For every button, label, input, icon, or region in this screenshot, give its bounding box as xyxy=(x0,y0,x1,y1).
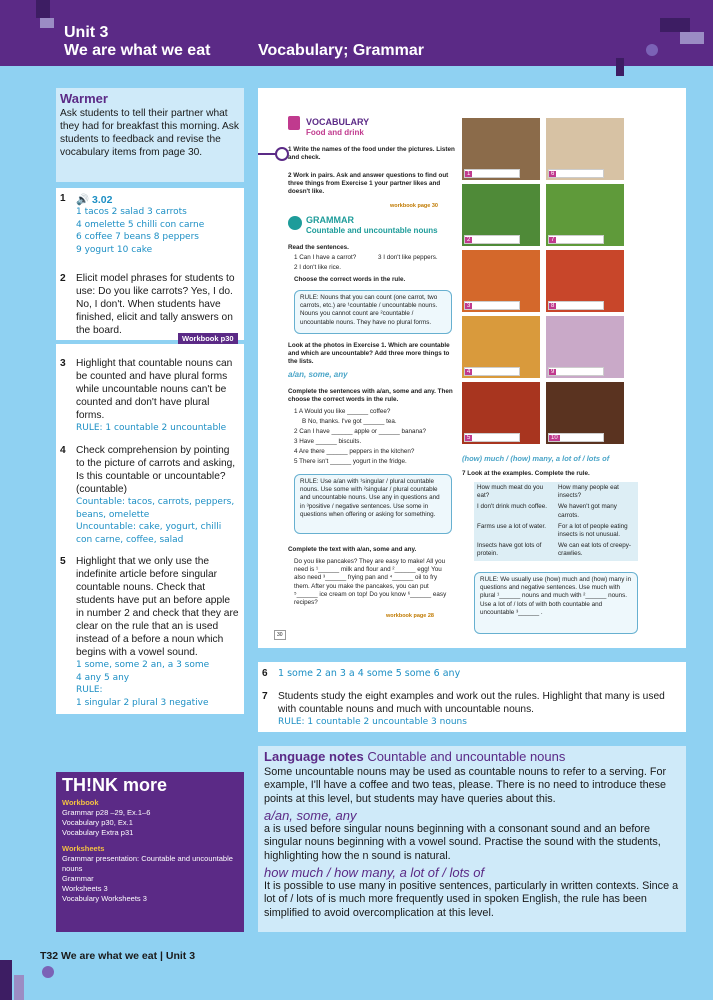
warmer-text: Ask students to tell their partner what they had for breakfast this morning. Ask students to feedback and revise the vocabulary items from page 30. xyxy=(60,108,239,158)
think-title: TH!NK more xyxy=(62,775,168,795)
book-s3: 3 I don't like peppers. xyxy=(378,254,438,261)
think-item: Grammar p28 –29, Ex.1–6 xyxy=(62,808,151,817)
lang-p2: a is used before singular nouns beginning with a consonant sound and an before singular nouns beginning with a vowel sound. Practise the sound with the students, highlighting how the n sound is natural. xyxy=(264,822,661,862)
ex7-text: Students study the eight examples and work out the rules. Highlight that many is used with countable nouns and much with uncountable nouns. xyxy=(278,691,665,715)
ex4-number: 4 xyxy=(60,445,66,456)
book-page-number: 30 xyxy=(274,630,286,640)
grammar-icon xyxy=(288,216,302,230)
ex4-uncountable: Uncountable: cake, yogurt, chilli con carne, coffee, salad xyxy=(76,522,222,545)
think-item: Vocabulary p30, Ex.1 xyxy=(62,818,133,827)
ex3-text: Highlight that countable nouns can be counted and have plural forms while uncountable nouns can't be counted and don't have plural forms. xyxy=(76,358,233,421)
lang-title: Language notes xyxy=(264,749,364,764)
warmer-box xyxy=(56,88,244,182)
ex7-number: 7 xyxy=(262,691,268,702)
wb30-tag: workbook page 30 xyxy=(390,203,438,209)
ex1-audio[interactable]: 🔊 3.02 xyxy=(76,194,113,206)
lang-h2: how much / how many, a lot of / lots of xyxy=(264,865,485,880)
ex1-answers-line: 4 omelette 5 chilli con carne xyxy=(76,219,205,230)
page-header xyxy=(0,0,713,66)
ex6-answers: 1 some 2 an 3 a 4 some 5 some 6 any xyxy=(278,668,461,679)
think-item: Grammar xyxy=(62,874,94,883)
table-row: How much meat do you eat? How many people eat insects? xyxy=(477,484,619,500)
think-item: Worksheets 3 xyxy=(62,884,108,893)
language-notes xyxy=(258,746,686,932)
deco-dot xyxy=(42,966,54,978)
ex3-number: 3 xyxy=(60,358,66,369)
book-ex2: 2 Work in pairs. Ask and answer questions to find out three things from Exercise 1 your partner likes and doesn't like. xyxy=(288,172,449,196)
book-ex3: Read the sentences. xyxy=(288,244,349,251)
unit-label: Unit 3 xyxy=(64,24,109,41)
photo-yogurt: 9 xyxy=(546,316,624,378)
book-ex6: Complete the text with a/an, some and any. xyxy=(288,546,417,553)
aan-heading: a/an, some, any xyxy=(288,370,348,379)
book-s1: 1 Can I have a carrot? xyxy=(294,254,357,261)
unit-title: We are what we eat xyxy=(64,42,211,59)
students-book-page xyxy=(258,88,686,648)
photo-carrots: 3 xyxy=(462,250,540,312)
book-choose: Choose the correct words in the rule. xyxy=(294,276,406,283)
ex4-text: Check comprehension by pointing to the picture of carrots and asking, Is this countable or uncountable? (countable) xyxy=(76,445,236,495)
vocab-heading: VOCABULARY xyxy=(306,117,370,127)
book-q4: 4 Are there ______ peppers in the kitchen? xyxy=(294,448,415,455)
deco-square xyxy=(40,18,54,28)
book-q1: 1 A Would you like ______ coffee? xyxy=(294,408,391,415)
table-row: Insects have got lots of protein. We can eat lots of creepy-crawlies. xyxy=(477,542,632,558)
ex6-number: 6 xyxy=(262,668,268,679)
photo-omelette: 4 xyxy=(462,316,540,378)
ex5-rule-answers: 1 singular 2 plural 3 negative xyxy=(76,697,209,708)
workbook-tag: Workbook p30 xyxy=(178,333,238,344)
book-ex7-text: Look at the examples. Complete the rule. xyxy=(467,470,590,477)
ex2-text: Elicit model phrases for students to use: Do you like carrots? Yes, I do. No, I don't. When students have finished, elicit and tally answers on the board. xyxy=(76,273,235,336)
deco-square xyxy=(0,960,12,1000)
book-ex4: Look at the photos in Exercise 1. Which are countable and which are uncountable? Add three more things to the lists. xyxy=(288,342,450,366)
photo-tacos: 1 xyxy=(462,118,540,180)
ex5-text: Highlight that we only use the indefinite article before singular countable nouns. Check that students have put an before apple in number 2 and check that they are clear on the rule that an is used instead of a before a noun which begins with a vowel sound. xyxy=(76,556,239,658)
ex4-countable: Countable: tacos, carrots, peppers, beans, omelette xyxy=(76,497,235,520)
ex2-number: 2 xyxy=(60,273,66,284)
book-ex1-text: Write the names of the food under the pictures. Listen and check. xyxy=(288,146,455,162)
rule-box-3: RULE: We usually use (how) much and (how) many in questions and negative sentences. Use much with plural ¹______ nouns and much with ²______ nouns. Use a lot of / lots of with both countable and uncountable ³______ . xyxy=(474,572,638,634)
deco-square xyxy=(660,18,690,32)
table-row: I don't drink much coffee. We haven't got many carrots. xyxy=(477,503,617,519)
book-q3: 3 Have ______ biscuits. xyxy=(294,438,362,445)
book-ex5: Complete the sentences with a/an, some and any. Then choose the correct words in the rule. xyxy=(288,388,453,404)
ex1-number: 1 xyxy=(60,193,66,204)
photo-cake: 10 xyxy=(546,382,624,444)
rule-box-1: RULE: Nouns that you can count (one carrot, two carrots, etc.) are ¹countable / uncountable nouns. Nouns you cannot count are ²countable / uncountable nouns. They have no plural forms. xyxy=(294,290,452,334)
lang-h1: a/an, some, any xyxy=(264,808,357,823)
warmer-title: Warmer xyxy=(60,91,108,106)
think-worksheets-heading: Worksheets xyxy=(62,844,105,853)
book-s2: 2 I don't like rice. xyxy=(294,264,342,271)
examples-table xyxy=(474,482,638,561)
ex1-answers-line: 9 yogurt 10 cake xyxy=(76,244,153,255)
lang-sub: Countable and uncountable nouns xyxy=(367,749,566,764)
book-q1b: B No, thanks. I've got ______ tea. xyxy=(302,418,397,425)
ex1-answers-line: 6 coffee 7 beans 8 peppers xyxy=(76,232,199,242)
ex3-rule: RULE: 1 countable 2 uncountable xyxy=(76,423,227,433)
deco-square xyxy=(616,58,624,76)
page-footer: T32 We are what we eat | Unit 3 xyxy=(40,950,196,962)
photo-peppers: 8 xyxy=(546,250,624,312)
think-workbook-heading: Workbook xyxy=(62,798,99,807)
photo-chilli: 5 xyxy=(462,382,540,444)
ex7-rule: RULE: 1 countable 2 uncountable 3 nouns xyxy=(278,717,467,727)
ex5-answers: 1 some, some 2 an, a 3 some xyxy=(76,660,210,670)
lang-p3: It is possible to use many in positive sentences, particularly in written contexts. Since a lot of / lots of is much more frequently used in spoken English, the rule has been simplified to avoid overcomplication at this level. xyxy=(264,879,679,919)
think-item: Vocabulary Extra p31 xyxy=(62,828,134,837)
rule-box-2: RULE: Use a/an with ¹singular / plural countable nouns. Use some with ²singular / plural countable and uncountable nouns. Use any in questions and in ³positive / negative sentences. Use some in questions when offering or asking for something. xyxy=(294,474,452,534)
ex5-number: 5 xyxy=(60,556,66,567)
deco-square xyxy=(36,0,50,18)
section-title: Vocabulary; Grammar xyxy=(258,42,424,59)
table-row: Farms use a lot of water. For a lot of people eating insects is not unusual. xyxy=(477,522,628,539)
book-ex1: 1 Write the names of the food under the pictures. Listen and check. xyxy=(288,146,455,162)
connector-dot xyxy=(276,148,288,160)
howmuch-heading: (how) much / (how) many, a lot of / lots of xyxy=(462,454,610,463)
think-item: Vocabulary Worksheets 3 xyxy=(62,894,147,903)
ex5-answers: 4 any 5 any xyxy=(76,672,130,683)
photo-beans: 7 xyxy=(546,184,624,246)
book-q5: 5 There isn't ______ yogurt in the fridge. xyxy=(294,458,407,465)
photo-coffee: 6 xyxy=(546,118,624,180)
vocab-sub: Food and drink xyxy=(306,128,364,137)
ex1-answers-line: 1 tacos 2 salad 3 carrots xyxy=(76,207,187,217)
grammar-heading: GRAMMAR xyxy=(306,215,354,225)
vocab-icon xyxy=(288,116,300,130)
think-item: Grammar presentation: Countable and uncountable nouns xyxy=(62,854,233,873)
wb28-tag: workbook page 28 xyxy=(386,613,434,619)
grammar-sub: Countable and uncountable nouns xyxy=(306,226,438,235)
book-ex7: 7 Look at the examples. Complete the rule. xyxy=(462,470,590,477)
ex5-rule-label: RULE: xyxy=(76,685,103,695)
deco-dot xyxy=(646,44,658,56)
photo-salad: 2 xyxy=(462,184,540,246)
lang-p1: Some uncountable nouns may be used as countable nouns to refer to a serving. For example, I'll have a coffee and two teas, please. There is no need to introduce these points at this level, but students may have queries about this. xyxy=(264,765,667,805)
think-more-box xyxy=(56,772,244,932)
book-ex6-text: Do you like pancakes? They are easy to make! All you need is ¹______ milk and flour and ²______ egg! You also need ³______ frying pan and ⁴______ oil to fry them. After you make the pancakes, you can put ⁵______ ice cream on top! Do you know ⁶______ easy recipes? xyxy=(294,558,447,607)
deco-square xyxy=(14,975,24,1000)
book-ex2-text: Work in pairs. Ask and answer questions to find out three things from Exercise 1 your partner likes and doesn't like. xyxy=(288,172,449,196)
book-q2: 2 Can I have ______ apple or ______ banana? xyxy=(294,428,426,435)
deco-square xyxy=(680,32,704,44)
